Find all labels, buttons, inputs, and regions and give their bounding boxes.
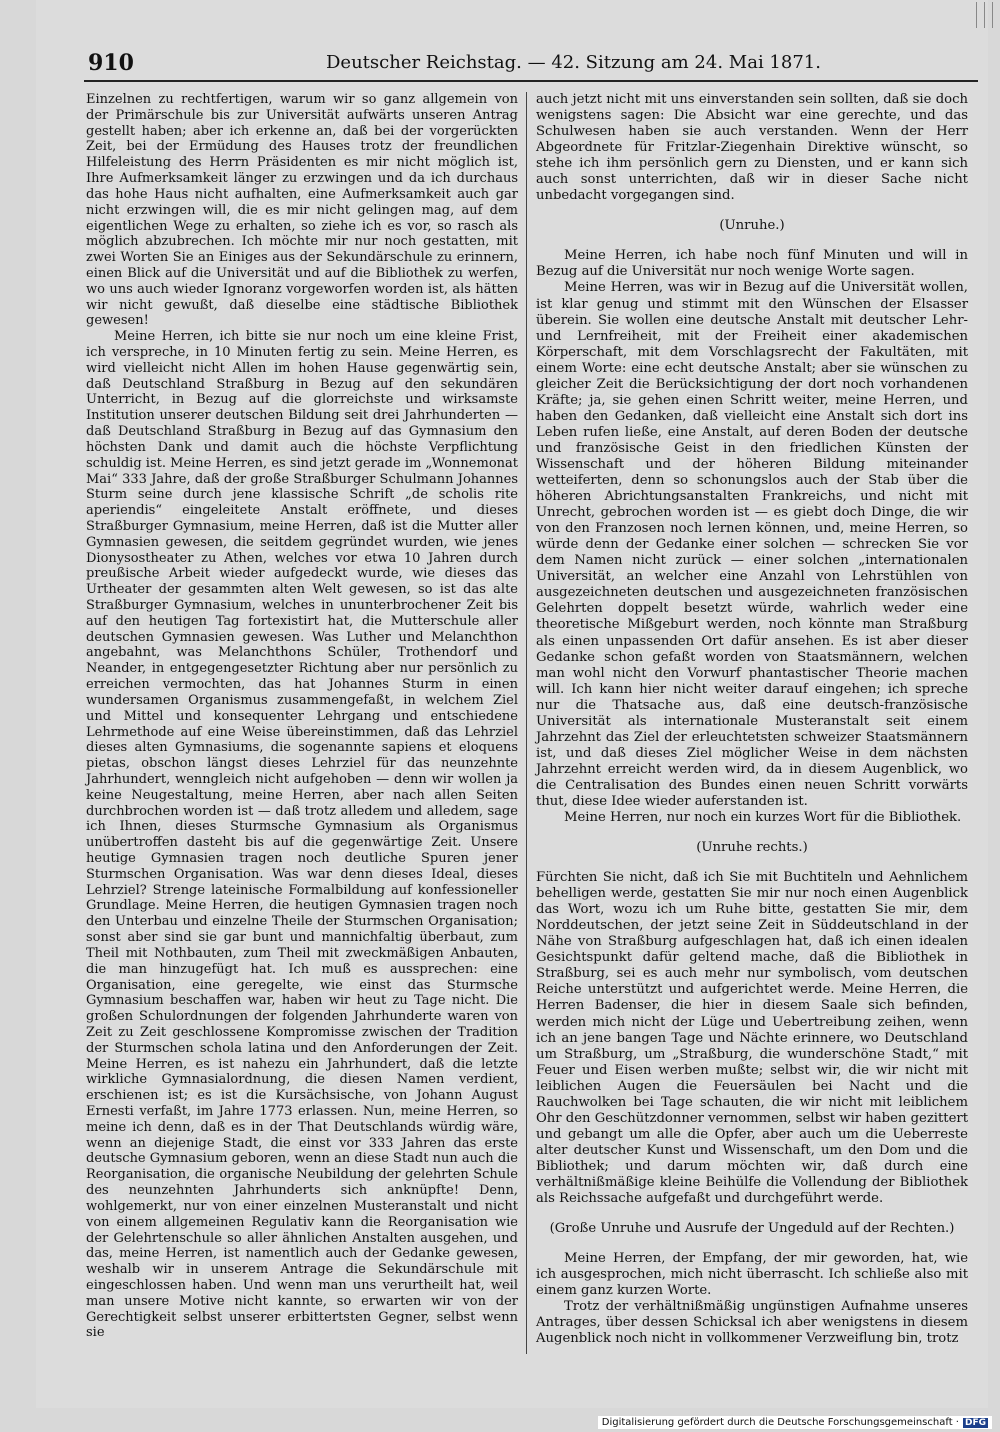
paragraph: Meine Herren, der Empfang, der mir geworden, hat, wie ich ausgesprochen, mich nicht überrascht. Ich schließe also mit einem ganz kurzen Worte. <box>536 1251 968 1299</box>
scan-corner-marks <box>970 0 1000 30</box>
paragraph: Trotz der verhältnißmäßig ungünstigen Aufnahme unseres Antrages, über dessen Schicksal ich aber wenigstens in diesem Augenblick noch nicht in vollkommener Verzweiflung bin, trotz <box>536 1299 968 1347</box>
paragraph: Meine Herren, ich bitte sie nur noch um eine kleine Frist, ich verspreche, in 10 Minuten fertig zu sein. Meine Herren, es wird vielleicht nicht Allen im hohen Hause gegenwärtig sein, daß Deutschland Straßburg in Bezug auf den sekundären Unterricht, in Bezug auf die glorreichste und wirksamste Institution unserer deutschen Bildung seit drei Jahrhunderten — daß Deutschland Straßburg in Bezug auf das Gymnasium den höchsten Dank und damit auch die höchste Verpflichtung schuldig ist. Meine Herren, es sind jetzt gerade im „Wonnemonat Mai“ 333 Jahre, daß der große Straßburger Schulmann Johannes Sturm seine durch jene klassische Schrift „de scholis rite aperiendis“ eingeleitete Anstalt eröffnete, und dieses Straßburger Gymnasium, meine Herren, daß ist die Mutter aller Gymnasien gewesen, die seitdem gegründet wurden, wie jenes Dionysostheater zu Athen, welches vor etwa 10 Jahren durch preußische Arbeit wieder aufgedeckt wurde, wie dieses das Urtheater der gesammten alten Welt gewesen, so ist das alte Straßburger Gymnasium, welches in ununterbrochener Zeit bis auf den heutigen Tag fortexistirt hat, die Mutterschule aller deutschen Gymnasien gewesen. Was Luther und Melanchthon angebahnt, was Melanchthons Schüler, Trothendorf und Neander, in entgegengesetzter Richtung aber nur persönlich zu erreichen vermochten, das hat Johannes Sturm in einen wundersamen Organismus zusammengefaßt, in welchem Ziel und Mittel und konsequenter Lehrgang und entschiedene Lehrmethode auf eine Weise übereinstimmen, daß das Lehrziel dieses alten Gymnasiums, die sogenannte sapiens et eloquens pietas, obschon längst dieses Lehrziel für das neunzehnte Jahrhundert, wenngleich nicht aufgehoben — denn wir wollen ja keine Neugestaltung, meine Herren, aber nach allen Seiten durchbrochen worden ist — daß trotz alledem und alledem, sage ich Ihnen, dieses Sturmsche Gymnasium als Organismus unübertroffen dasteht bis auf die gegenwärtige Zeit. Unsere heutige Gymnasien tragen noch deutliche Spuren jener Sturmschen Organisation. Was war denn dieses Ideal, dieses Lehrziel? Strenge lateinische Formalbildung auf konfessioneller Grundlage. Meine Herren, die heutigen Gymnasien tragen noch den Unterbau und einzelne Theile der Sturmschen Organisation; sonst aber sind sie gar bunt und mannichfaltig überbaut, zum Theil mit Nothbauten, zum Theil mit zweckmäßigen Anbauten, die man hinzugefügt hat. Ich muß es aussprechen: eine Organisation, eine geregelte, wie einst das Sturmsche Gymnasium beschaffen war, haben wir heut zu Tage nicht. Die großen Schulordnungen der folgenden Jahrhunderte waren von Zeit zu Zeit geschlossene Kompromisse zwischen der Tradition der Sturmschen schola latina und den Anforderungen der Zeit. Meine Herren, es ist nahezu ein Jahrhundert, daß die letzte wirkliche Gymnasialordnung, die diesen Namen verdient, erschienen ist; es ist die Kursächsische, von Johann August Ernesti verfaßt, im Jahre 1773 erlassen. Nun, meine Herren, so meine ich denn, daß es in der That Deutschlands würdig wäre, wenn an diejenige Stadt, die einst vor 333 Jahren das erste deutsche Gymnasium geboren, wenn an diese Stadt nun auch die Reorganisation, die organische Neubildung der gelehrten Schule des neunzehnten Jahrhunderts sich anknüpfte! Denn, wohlgemerkt, nur von einer einzelnen Musteranstalt und nicht von einem allgemeinen Regulativ kann die Reorganisation wie der Gelehrtenschule so aller ähnlichen Anstalten ausgehen, und das, meine Herren, ist namentlich auch der Gedanke gewesen, weshalb wir in unserem Antrage die Sekundärschule mit eingeschlossen haben. Und wenn man uns verurtheilt hat, weil man unsere Motive nicht kannte, so erwarten wir von der Gerechtigkeit selbst unserer erbittertsten Gegner, selbst wenn sie <box>86 329 518 1341</box>
page-number: 910 <box>88 50 134 76</box>
column-divider <box>526 92 527 1354</box>
paragraph: Fürchten Sie nicht, daß ich Sie mit Buchtiteln und Aehnlichem behelligen werde, gestatten Sie mir nur noch einen Augenblick das Wort, wozu ich um Ruhe bitte, gestatten Sie mir, dem Norddeutschen, der jetzt seine Zeit in Süddeutschland in der Nähe von Straßburg aufgeschlagen hat, daß ich einen idealen Gesichtspunkt dafür geltend mache, daß die Bibliothek in Straßburg, sei es auch mehr nur symbolisch, vom deutschen Reiche unterstützt und aufgerichtet werde. Meine Herren, die Herren Badenser, die hier in diesem Saale sich befinden, werden mich nicht der Lüge und Uebertreibung zeihen, wenn ich an jene bangen Tage und Nächte erinnere, wo Deutschland um Straßburg, um „Straßburg, die wunderschöne Stadt,“ mit Feuer und Eisen werben mußte; selbst wir, die wir nicht mit leiblichen Augen die Feuersäulen bei Nacht und die Rauchwolken bei Tage schauten, die wir nicht mit leiblichem Ohr den Geschützdonner vernommen, selbst wir haben gezittert und gebangt um alle die Opfer, aber auch um die Ueberreste alter deutscher Kunst und Wissenschaft, um den Dom und die Bibliothek; und darum möchten wir, daß durch eine verhältnißmäßige kleine Beihülfe die Vollendung der Bibliothek als Reichssache aufgefaßt und durchgeführt werde. <box>536 870 969 1207</box>
paragraph: auch jetzt nicht mit uns einverstanden sein sollten, daß sie doch wenigstens sagen: Die Absicht war eine gerechte, und das Schulwesen haben sie auch verstanden. Wenn der Herr Abgeordnete für Fritzlar-Ziegenhain Direktive wünscht, so stehe ich ihm persönlich gern zu Diensten, und er kann sich auch sonst unterrichten, daß wir in dieser Sache nicht unbedacht vorgegangen sind. <box>536 92 968 204</box>
dfg-logo: DFG <box>964 1417 986 1428</box>
stage-direction: (Unruhe rechts.) <box>696 840 808 856</box>
right-column <box>536 92 968 1347</box>
left-column <box>86 92 518 1341</box>
paragraph: Meine Herren, nur noch ein kurzes Wort für die Bibliothek. <box>564 810 962 826</box>
paragraph: Meine Herren, ich habe noch fünf Minuten und will in Bezug auf die Universität nur noch wenige Worte sagen. <box>536 248 968 280</box>
header-rule <box>84 80 978 82</box>
stage-direction: (Unruhe.) <box>719 218 785 234</box>
paragraph: Meine Herren, was wir in Bezug auf die Universität wollen, ist klar genug und stimmt mit den Wünschen der Elsasser überein. Sie wollen eine deutsche Anstalt mit deutscher Lehr- und Lernfreiheit, mit der Freiheit einer akademischen Körperschaft, mit dem Vorschlagsrecht der Fakultäten, mit einem Worte: eine echt deutsche Anstalt; aber sie wünschen zu gleicher Zeit die Berücksichtigung der dort noch vorhandenen Kräfte; ja, sie gehen einen Schritt weiter, meine Herren, und haben den Gedanken, daß vielleicht eine Anstalt sich dort ins Leben rufen ließe, eine Anstalt, auf deren Boden der deutsche und französische Geist in den friedlichen Künsten der Wissenschaft und der höheren Bildung miteinander wetteiferten, denn so schonungslos auch der Stab über die höheren Abrichtungsanstalten Frankreichs, und nicht mit Unrecht, gebrochen worden ist — es giebt doch Dinge, die wir von den Franzosen noch lernen können, und, meine Herren, so würde denn der Gedanke einer solchen — schrecken Sie vor dem Namen nicht zurück — einer solchen „internationalen Universität, an welcher eine Anzahl von Lehrstühlen von ausgezeichneten deutschen und ausgezeichneten französischen Gelehrten doppelt besetzt würde, wahrlich weder eine theoretische Mißgeburt werden, noch könnte man Straßburg als einen unpassenden Ort dafür ansehen. Es ist aber dieser Gedanke schon gefaßt worden von Staatsmännern, welchen man wohl nicht den Vorwurf phantastischer Theorie machen will. Ich kann hier nicht weiter darauf eingehen; ich spreche nur die Thatsache aus, daß eine deutsch-französische Universität als internationale Musteranstalt seit einem Jahrzehnt das Ziel der erleuchtetsten schweizer Staatsmännern ist, und daß dieses Ziel möglicher Weise in dem nächsten Jahrzehnt erreicht werden wird, da in diesem Augenblick, wo die Centralisation des Bundes einen neuen Schritt vorwärts thut, diese Idee wieder auferstanden ist. <box>536 280 968 809</box>
footer-credit: Digitalisierung gefördert durch die Deutsche Forschungsgemeinschaft · <box>601 1417 959 1428</box>
digitization-footer <box>598 1416 992 1429</box>
stage-direction: (Große Unruhe und Ausrufe der Ungeduld auf der Rechten.) <box>549 1221 955 1237</box>
paragraph: Einzelnen zu rechtfertigen, warum wir so ganz allgemein von der Primärschule bis zur Universität aufwärts unseren Antrag gestellt haben; aber ich erkenne an, daß bei der vorgerückten Zeit, bei der Ermüdung des Hauses trotz der freundlichen Hilfeleistung des Herrn Präsidenten es mir nicht möglich ist, Ihre Aufmerksamkeit länger zu erzwingen und da ich durchaus das hohe Haus nicht aufhalten, eine Aufmerksamkeit auch gar nicht erzwingen will, die es mir nicht gelingen mag, auf dem eigentlichen Wege zu erhalten, so ziehe ich es vor, so rasch als möglich abzubrechen. Ich möchte mir nur noch gestatten, mit zwei Worten Sie an Einiges aus der Sekundärschule zu erinnern, einen Blick auf die Universität und auf die Bibliothek zu werfen, wo uns auch wieder Ignoranz vorgeworfen worden ist, als hätten wir nicht gewußt, daß dieselbe eine städtische Bibliothek gewesen! <box>86 92 518 329</box>
running-title: Deutscher Reichstag. — 42. Sitzung am 24. Mai 1871. <box>326 52 821 73</box>
page-header <box>88 48 978 78</box>
